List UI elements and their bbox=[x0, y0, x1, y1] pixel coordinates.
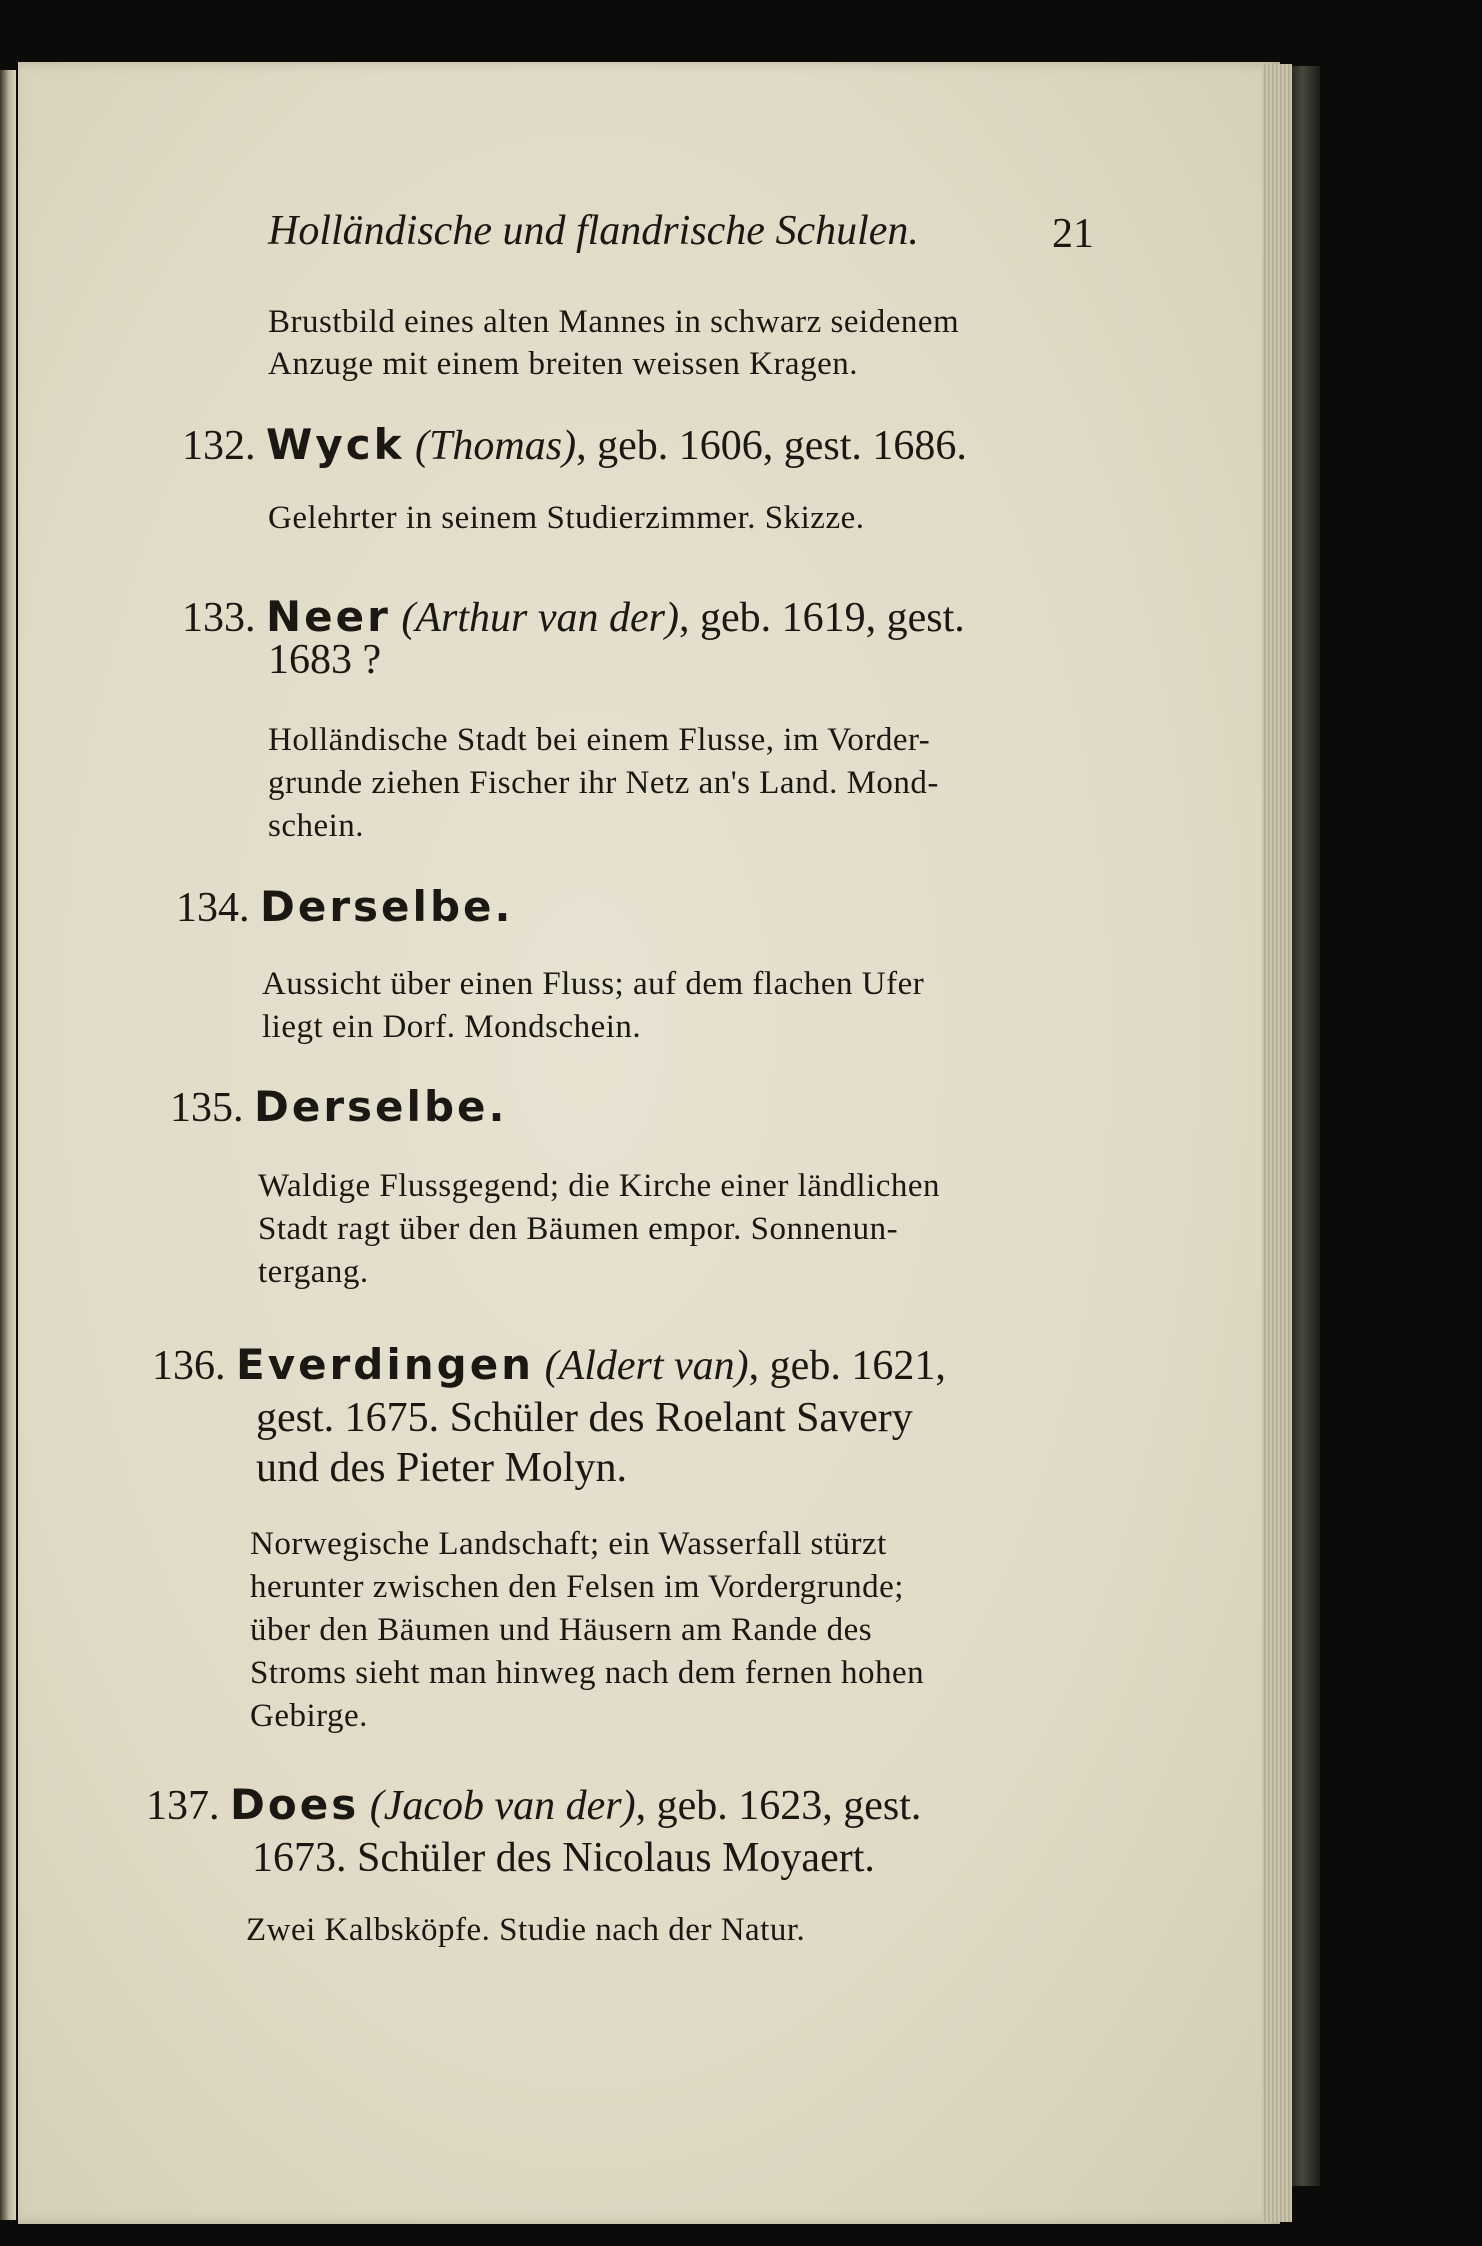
catalog-entry-heading bbox=[176, 882, 513, 932]
description-line: Norwegische Landschaft; ein Wasserfall stürzt bbox=[250, 1526, 887, 1562]
description-line: Aussicht über einen Fluss; auf dem flachen Ufer bbox=[262, 966, 925, 1002]
book-page bbox=[18, 62, 1280, 2224]
entry-continuation-line: gest. 1675. Schüler des Roelant Savery bbox=[256, 1395, 913, 1441]
description-line: Zwei Kalbsköpfe. Studie nach der Natur. bbox=[246, 1912, 806, 1948]
entry-continuation-line: und des Pieter Molyn. bbox=[256, 1445, 627, 1491]
description-line: Holländische Stadt bei einem Flusse, im Vorder- bbox=[268, 722, 931, 758]
artist-name: Everdingen bbox=[236, 1340, 535, 1389]
artist-dates: , geb. 1619, gest. bbox=[678, 595, 965, 641]
entry-number: 133. bbox=[182, 595, 256, 641]
description-line: Gebirge. bbox=[250, 1698, 368, 1734]
description-line: Gelehrter in seinem Studierzimmer. Skizze. bbox=[268, 500, 865, 536]
left-page-edge bbox=[0, 70, 16, 2220]
artist-given-name: (Aldert van) bbox=[544, 1343, 749, 1389]
running-header: Holländische und flandrische Schulen. bbox=[268, 208, 919, 254]
catalog-entry-heading bbox=[146, 1780, 921, 1830]
entry-number: 134. bbox=[176, 885, 250, 931]
entry-number: 136. bbox=[152, 1343, 226, 1389]
description-line: über den Bäumen und Häusern am Rande des bbox=[250, 1612, 873, 1648]
entry-continuation-line: 1683 ? bbox=[268, 637, 382, 683]
description-line: Stroms sieht man hinweg nach dem fernen hohen bbox=[250, 1655, 925, 1691]
description-line: grunde ziehen Fischer ihr Netz an's Land. Mond- bbox=[268, 765, 939, 801]
artist-dates: , geb. 1621, bbox=[748, 1343, 946, 1389]
catalog-entry-heading bbox=[182, 420, 967, 470]
description-line: Waldige Flussgegend; die Kirche einer ländlichen bbox=[258, 1168, 941, 1204]
artist-given-name: (Arthur van der) bbox=[401, 595, 679, 641]
entry-number: 135. bbox=[170, 1085, 244, 1131]
artist-name: Derselbe. bbox=[254, 1082, 508, 1131]
page-stack-edges bbox=[1262, 64, 1292, 2222]
description-line: liegt ein Dorf. Mondschein. bbox=[262, 1009, 642, 1045]
description-line: tergang. bbox=[258, 1254, 369, 1290]
entry-continuation-line: 1673. Schüler des Nicolaus Moyaert. bbox=[252, 1835, 875, 1881]
artist-name: Neer bbox=[266, 592, 391, 641]
catalog-entry-heading bbox=[152, 1340, 946, 1390]
artist-given-name: (Thomas) bbox=[415, 423, 577, 469]
page-number: 21 bbox=[1052, 211, 1094, 257]
artist-name: Derselbe. bbox=[260, 882, 514, 931]
description-line: schein. bbox=[268, 808, 365, 844]
description-line: Brustbild eines alten Mannes in schwarz seidenem bbox=[268, 304, 960, 340]
entry-number: 137. bbox=[146, 1783, 220, 1829]
description-line: Anzuge mit einem breiten weissen Kragen. bbox=[268, 346, 858, 382]
book-cover-edge bbox=[1292, 66, 1320, 2186]
description-line: Stadt ragt über den Bäumen empor. Sonnenun- bbox=[258, 1211, 899, 1247]
catalog-entry-heading bbox=[182, 592, 965, 642]
catalog-entry-heading bbox=[170, 1082, 507, 1132]
artist-name: Does bbox=[230, 1780, 360, 1829]
description-line: herunter zwischen den Felsen im Vordergrunde; bbox=[250, 1569, 904, 1605]
artist-dates: , geb. 1623, gest. bbox=[635, 1783, 922, 1829]
artist-name: Wyck bbox=[266, 420, 405, 469]
artist-dates: , geb. 1606, gest. 1686. bbox=[576, 423, 967, 469]
artist-given-name: (Jacob van der) bbox=[369, 1783, 636, 1829]
entry-number: 132. bbox=[182, 423, 256, 469]
